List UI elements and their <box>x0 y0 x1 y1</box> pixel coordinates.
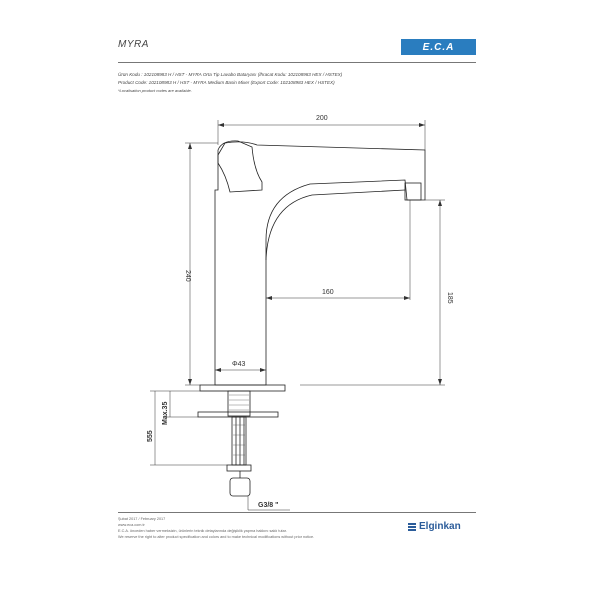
dim-thread: G3/8 " <box>258 502 279 509</box>
elginkan-logo-icon <box>408 523 416 531</box>
inlet-hose-nut <box>230 478 250 496</box>
localisation-note: *Localisation product codes are available. <box>118 88 192 93</box>
product-code-en: Product Code: 102108983 H / HST - MYRA Medium Basin Mixer (Export Code: 102108983 HEX / HSTEX) <box>118 80 335 85</box>
faucet-body-outline <box>215 142 425 385</box>
eca-logo: E.C.A <box>401 39 476 55</box>
base-plate <box>200 385 285 391</box>
dim-max35: Max.35 <box>162 401 169 425</box>
dim-555: 555 <box>147 430 154 442</box>
footer-date: Şubat 2017 / February 2017 <box>118 517 166 521</box>
dim-185: 185 <box>446 292 453 304</box>
elginkan-brand <box>408 521 461 532</box>
dim-diameter: Φ43 <box>232 361 246 368</box>
footer-url: www.eca.com.tr <box>118 523 145 527</box>
dim-200: 200 <box>316 115 328 122</box>
brand-name: Elginkan <box>419 521 461 532</box>
footer-note-en: We reserve the right to alter product specification and colors and to make technical modifications without prior notice. <box>118 535 315 539</box>
footer-note-tr: E.C.A. önceden haber vermeksizin, ürünlerin teknik detaylarında değişiklik yapma hakkını saklı tutar. <box>118 529 287 533</box>
product-title: MYRA <box>118 39 149 50</box>
footer-divider <box>118 512 476 513</box>
product-code-tr: Ürün Kodu : 102108983 H / HST - MYRA Orta Tip Lavabo Bataryası (İhracat Kodu: 102108983 HEX / HSTEX) <box>118 72 343 77</box>
lever-handle <box>218 141 262 192</box>
dim-240: 240 <box>184 270 191 282</box>
dim-160: 160 <box>322 289 334 296</box>
